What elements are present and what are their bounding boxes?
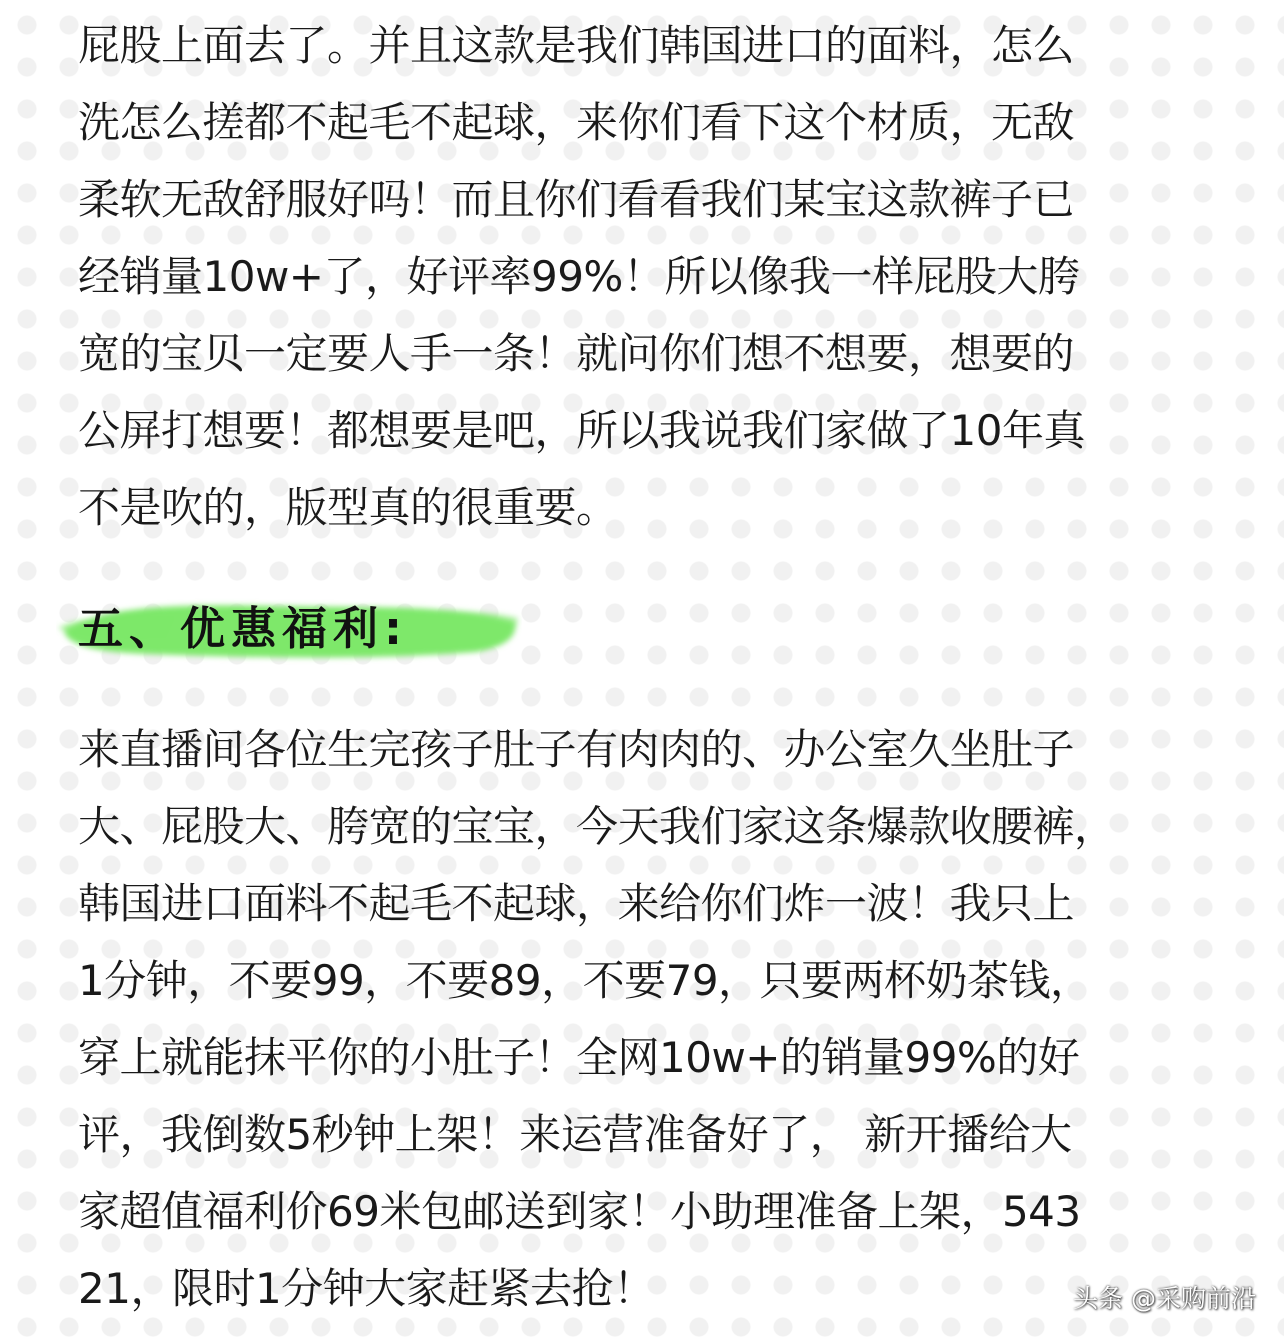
body-paragraph-1 [78,7,1198,546]
text-line: 评，我倒数5秒钟上架！来运营准备好了， 新开播给大 [78,1110,1072,1159]
text-line: 宽的宝贝一定要人手一条！就问你们想不想要，想要的 [78,329,1075,378]
text-line: 公屏打想要！都想要是吧，所以我说我们家做了10年真 [78,406,1085,455]
text-line: 经销量10w+了，好评率99%！所以像我一样屁股大胯 [78,252,1080,301]
source-watermark: 头条 @采购前沿 [1073,1284,1256,1313]
section-heading-text: 五、优惠福利: [78,602,408,655]
body-paragraph-2 [78,711,1198,1327]
text-line: 不是吹的，版型真的很重要。 [78,483,618,532]
text-line: 屁股上面去了。并且这款是我们韩国进口的面料，怎么 [78,21,1075,70]
text-line: 穿上就能抹平你的小肚子！全网10w+的销量99%的好 [78,1033,1080,1082]
text-line: 家超值福利价69米包邮送到家！小助理准备上架，543 [78,1187,1081,1236]
section-heading [56,588,522,672]
text-line: 来直播间各位生完孩子肚子有肉肉的、办公室久坐肚子 [78,725,1075,774]
text-line: 21，限时1分钟大家赶紧去抢！ [78,1264,655,1313]
text-line: 1分钟，不要99，不要89，不要79，只要两杯奶茶钱， [78,956,1092,1005]
text-line: 韩国进口面料不起毛不起球，来给你们炸一波！我只上 [78,879,1075,928]
text-line: 柔软无敌舒服好吗！而且你们看看我们某宝这款裤子已 [78,175,1075,224]
text-line: 洗怎么搓都不起毛不起球，来你们看下这个材质，无敌 [78,98,1075,147]
text-line: 大、屁股大、胯宽的宝宝，今天我们家这条爆款收腰裤， [78,802,1116,851]
